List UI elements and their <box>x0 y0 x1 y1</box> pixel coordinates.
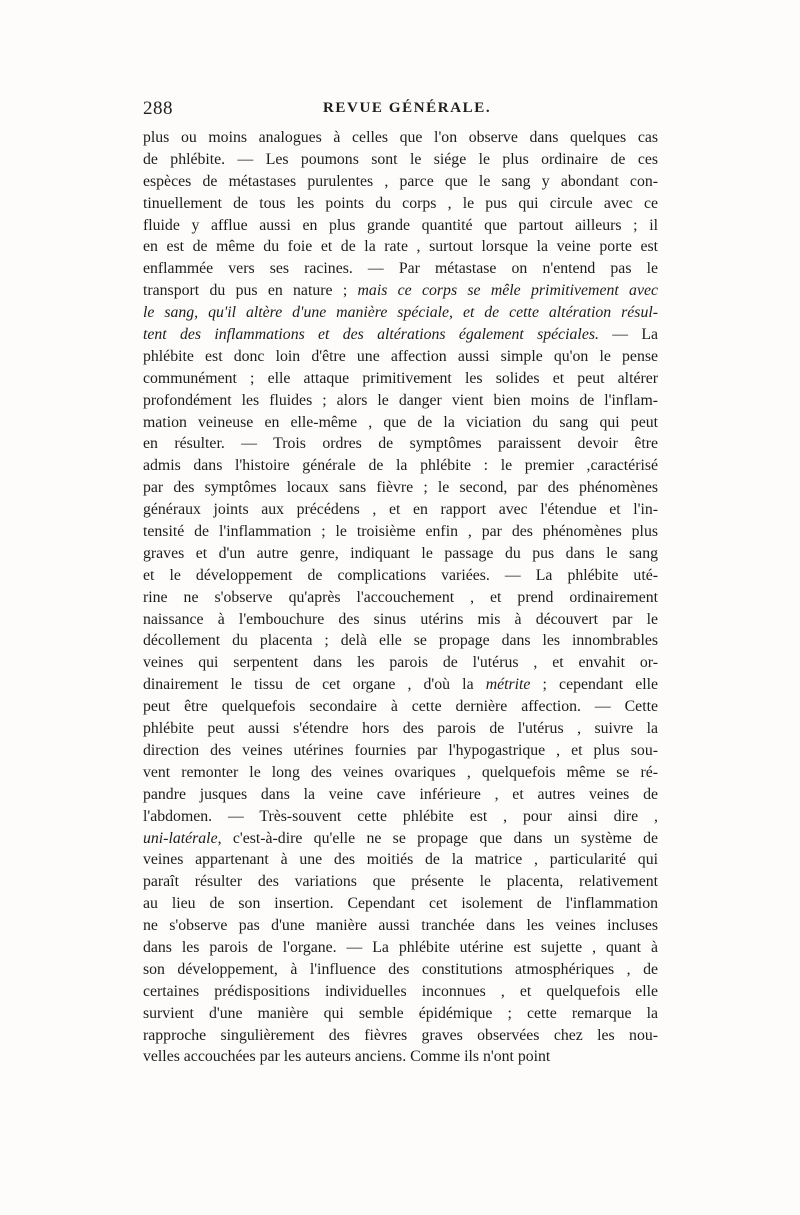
text-segment: dans les parois de l'organe. — La phlébite utérine est sujette , quant à <box>143 938 658 956</box>
text-segment: mation veineuse en elle-même , que de la viciation du sang qui peut <box>143 413 658 431</box>
running-title: REVUE GÉNÉRALE. <box>323 100 492 116</box>
text-segment: pandre jusques dans la veine cave inférieure , et autres veines de <box>143 785 658 803</box>
body-text <box>143 127 658 1068</box>
text-segment: enflammée vers ses racines. — Par métastase on n'entend pas le <box>143 260 658 278</box>
text-segment: , c'est-à-dire qu'elle ne se propage que dans un système de <box>217 829 658 847</box>
text-line <box>143 609 658 631</box>
text-line <box>143 412 658 434</box>
text-line <box>143 718 658 740</box>
text-line <box>143 127 658 149</box>
text-segment: et le développement de complications variées. — La phlébite uté- <box>143 566 658 584</box>
text-line <box>143 1003 658 1025</box>
text-line <box>143 1046 658 1068</box>
text-segment: profondément les fluides ; alors le danger vient bien moins de l'inflam- <box>143 391 658 409</box>
text-line <box>143 368 658 390</box>
text-line <box>143 871 658 893</box>
text-line <box>143 630 658 652</box>
text-segment: vent remonter le long des veines ovariques , quelquefois même se ré- <box>143 763 658 781</box>
text-line <box>143 499 658 521</box>
italic-text: métrite <box>485 676 531 694</box>
text-line <box>143 762 658 784</box>
text-segment: transport du pus en nature ; <box>143 282 358 300</box>
text-segment: son développement, à l'influence des constitutions atmosphériques , de <box>143 960 658 978</box>
text-segment: décollement du placenta ; delà elle se propage dans les innombrables <box>143 632 658 650</box>
text-segment: veines qui serpentent dans les parois de l'utérus , et envahit or- <box>143 654 658 672</box>
text-segment: au lieu de son insertion. Cependant cet isolement de l'inflammation <box>143 895 658 913</box>
text-line <box>143 258 658 280</box>
italic-text: le sang, qu'il altère d'une manière spéciale, et de cette altération résul- <box>143 304 658 322</box>
text-line <box>143 959 658 981</box>
text-segment: peut être quelquefois secondaire à cette dernière affection. — Cette <box>143 698 658 716</box>
text-line <box>143 674 658 696</box>
text-line <box>143 915 658 937</box>
text-line <box>143 280 658 302</box>
text-segment: en résulter. — Trois ordres de symptômes paraissent devoir être <box>143 435 658 453</box>
text-line <box>143 455 658 477</box>
text-line <box>143 893 658 915</box>
text-line <box>143 784 658 806</box>
text-segment: velles accouchées par les auteurs anciens. Comme ils n'ont point <box>143 1048 551 1066</box>
text-line <box>143 937 658 959</box>
text-line <box>143 565 658 587</box>
text-segment: certaines prédispositions individuelles inconnues , et quelquefois elle <box>143 982 658 1000</box>
text-line <box>143 324 658 346</box>
text-line <box>143 806 658 828</box>
text-line <box>143 587 658 609</box>
text-line <box>143 477 658 499</box>
text-segment: plus ou moins analogues à celles que l'on observe dans quelques cas <box>143 129 658 146</box>
text-segment: ne s'observe pas d'une manière aussi tranchée dans les veines incluses <box>143 917 658 935</box>
page-number: 288 <box>143 98 173 119</box>
text-segment: naissance à l'embouchure des sinus utérins mis à découvert par le <box>143 610 658 628</box>
text-line <box>143 433 658 455</box>
text-segment: en est de même du foie et de la rate , surtout lorsque la veine porte est <box>143 238 658 256</box>
italic-text: tent des inflammations et des altérations également spéciales. <box>143 326 599 344</box>
text-segment: phlébite peut aussi s'étendre hors des parois de l'utérus , suivre la <box>143 720 658 738</box>
text-line <box>143 302 658 324</box>
text-line <box>143 828 658 850</box>
text-line <box>143 652 658 674</box>
text-segment: de phlébite. — Les poumons sont le siége le plus ordinaire de ces <box>143 150 658 168</box>
text-segment: rine ne s'observe qu'après l'accouchement , et prend ordinairement <box>143 588 658 606</box>
text-segment: survient d'une manière qui semble épidémique ; cette remarque la <box>143 1004 658 1022</box>
text-segment: paraît résulter des variations que présente le placenta, relativement <box>143 873 658 891</box>
text-line <box>143 236 658 258</box>
text-segment: espèces de métastases purulentes , parce que le sang y abondant con- <box>143 172 658 190</box>
text-segment: généraux joints aux précédens , et en rapport avec l'étendue et l'in- <box>143 501 658 519</box>
text-line <box>143 149 658 171</box>
text-line <box>143 849 658 871</box>
text-segment: admis dans l'histoire générale de la phlébite : le premier ,caractérisé <box>143 457 658 475</box>
text-line <box>143 1025 658 1047</box>
text-line <box>143 346 658 368</box>
text-segment: tinuellement de tous les points du corps , le pus qui circule avec ce <box>143 194 658 212</box>
text-segment: direction des veines utérines fournies par l'hypogastrique , et plus sou- <box>143 741 658 759</box>
text-line <box>143 543 658 565</box>
text-segment: tensité de l'inflammation ; le troisième enfin , par des phénomènes plus <box>143 523 658 541</box>
text-line <box>143 696 658 718</box>
text-line <box>143 193 658 215</box>
text-segment: communément ; elle attaque primitivement les solides et peut altérer <box>143 369 658 387</box>
text-line <box>143 215 658 237</box>
text-line <box>143 981 658 1003</box>
text-line <box>143 390 658 412</box>
text-line <box>143 740 658 762</box>
page-header <box>143 98 658 122</box>
text-segment: ; cependant elle <box>530 676 658 694</box>
text-segment: — La <box>598 326 658 344</box>
text-line <box>143 171 658 193</box>
text-segment: veines appartenant à une des moitiés de la matrice , particularité qui <box>143 851 658 869</box>
italic-text: uni-latérale <box>143 829 218 847</box>
text-line <box>143 521 658 543</box>
text-segment: phlébite est donc loin d'être une affection aussi simple qu'on le pense <box>143 347 658 365</box>
text-segment: graves et d'un autre genre, indiquant le passage du pus dans le sang <box>143 544 658 562</box>
text-segment: par des symptômes locaux sans fièvre ; le second, par des phénomènes <box>143 479 658 497</box>
italic-text: mais ce corps se mêle primitivement avec <box>357 282 658 300</box>
text-segment: dinairement le tissu de cet organe , d'où la <box>143 676 486 694</box>
text-segment: fluide y afflue aussi en plus grande quantité que partout ailleurs ; il <box>143 216 658 234</box>
text-segment: l'abdomen. — Très-souvent cette phlébite est , pour ainsi dire , <box>143 807 658 825</box>
text-segment: rapproche singulièrement des fièvres graves observées chez les nou- <box>143 1026 658 1044</box>
